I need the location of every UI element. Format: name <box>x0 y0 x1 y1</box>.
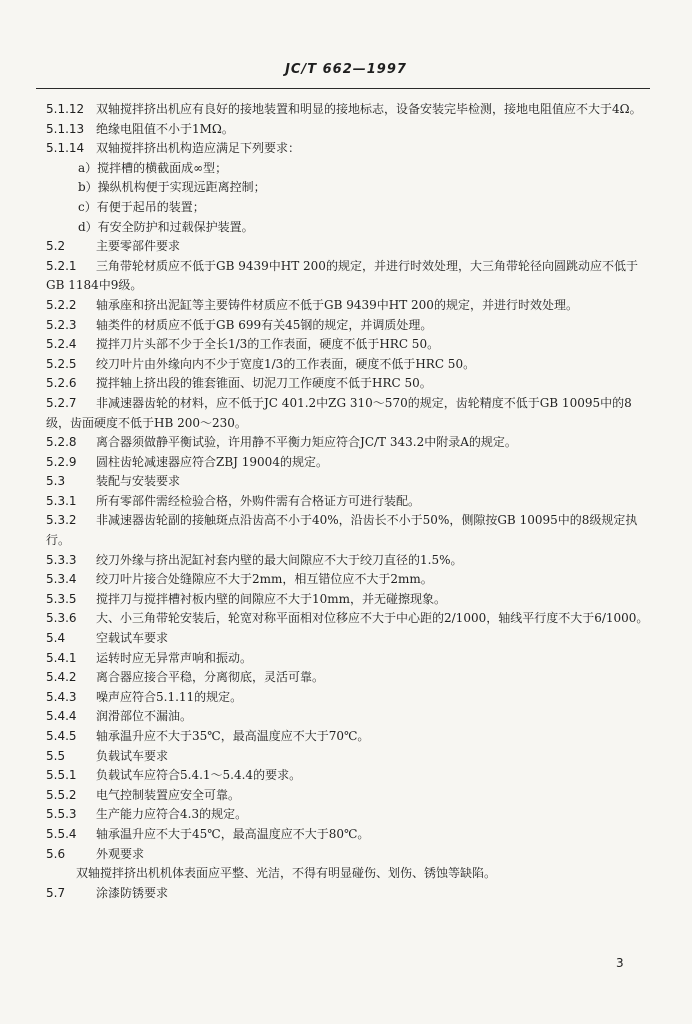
clause-5-2-7 <box>46 394 652 433</box>
clause-text: 主要零部件要求 <box>96 239 181 254</box>
clause-5-3-4 <box>46 570 652 590</box>
clause-text: 搅拌刀片头部不少于全长1/3的工作表面，硬度不低于HRC 50。 <box>96 337 440 352</box>
clause-5-3-1 <box>46 492 652 512</box>
clause-text: 绞刀外缘与挤出泥缸衬套内壁的最大间隙应不大于绞刀直径的1.5%。 <box>96 552 463 567</box>
clause-5-4 <box>46 629 652 649</box>
clause-5-2-1 <box>46 257 652 296</box>
clause-number: 5.4.4 <box>46 709 77 724</box>
clause-5-2-9 <box>46 453 652 473</box>
page-number: 3 <box>616 956 624 970</box>
clause-number: 5.4 <box>46 631 66 646</box>
clause-5-5 <box>46 747 652 767</box>
clause-5-5-4 <box>46 825 652 845</box>
clause-number: 5.2.3 <box>46 317 77 332</box>
clause-text: 运转时应无异常声响和振动。 <box>96 650 253 665</box>
clause-text: c）有便于起吊的装置； <box>78 199 205 214</box>
clause-number: 5.3.5 <box>46 591 77 606</box>
standard-code-header: JC/T 662—1997 <box>285 62 407 77</box>
clause-5-3-3 <box>46 551 652 571</box>
clause-text: 外观要求 <box>96 846 145 861</box>
clause-5-4-4 <box>46 707 652 727</box>
clause-number: 5.2.7 <box>46 395 77 410</box>
clause-number: 5.5.4 <box>46 826 77 841</box>
clause-5-2-2 <box>46 296 652 316</box>
clause-text: 轴承温升应不大于35℃，最高温度应不大于70℃。 <box>96 729 370 743</box>
clause-5-1-12 <box>46 100 652 120</box>
clause-5-7 <box>46 884 652 904</box>
clause-5-4-1 <box>46 649 652 669</box>
clause-text: 负载试车应符合5.4.1～5.4.4的要求。 <box>96 768 302 783</box>
clause-number: 5.1.12 <box>46 102 85 116</box>
clause-5-1-13 <box>46 120 652 140</box>
clause-text: 搅拌刀与搅拌槽衬板内壁的间隙应不大于10mm，并无碰擦现象。 <box>96 591 447 606</box>
clause-text: a）搅拌槽的横截面成∞型； <box>78 160 228 175</box>
clause-5-5-3 <box>46 805 652 825</box>
clause-number: 5.7 <box>46 885 66 900</box>
clause-5-3 <box>46 472 652 492</box>
clause-number: 5.2.9 <box>46 454 77 469</box>
clause-text: 离合器应接合平稳，分离彻底，灵活可靠。 <box>96 670 325 685</box>
clause-text: 所有零部件需经检验合格，外购件需有合格证方可进行装配。 <box>96 493 421 508</box>
document-body <box>46 100 652 903</box>
clause-number: 5.5.1 <box>46 768 77 783</box>
list-item <box>46 198 652 218</box>
clause-5-2-3 <box>46 316 652 336</box>
clause-number: 5.2.6 <box>46 376 77 391</box>
clause-5-4-2 <box>46 668 652 688</box>
clause-text: 搅拌轴上挤出段的锥套锥面、切泥刀工作硬度不低于HRC 50。 <box>96 376 432 391</box>
clause-text: 非减速器齿轮副的接触斑点沿齿高不小于40%，沿齿长不小于50%，侧隙按GB 10095中的8级规定执行。 <box>46 513 638 548</box>
clause-text: 大、小三角带轮安装后，轮宽对称平面相对位移应不大于中心距的2/1000，轴线平行度不大于6/1000。 <box>96 611 649 626</box>
clause-5-2-8 <box>46 433 652 453</box>
clause-5-4-3 <box>46 688 652 708</box>
list-item <box>46 178 652 198</box>
clause-number: 5.3.4 <box>46 572 77 587</box>
clause-5-2-4 <box>46 335 652 355</box>
clause-number: 5.3 <box>46 474 66 489</box>
clause-text: 三角带轮材质应不低于GB 9439中HT 200的规定，并进行时效处理，大三角带轮径向圆跳动应不低于GB 1184中9级。 <box>46 258 638 293</box>
clause-text: 绞刀叶片接合处缝隙应不大于2mm，相互错位应不大于2mm。 <box>96 572 433 587</box>
clause-text: 润滑部位不漏油。 <box>96 709 193 724</box>
clause-number: 5.2.8 <box>46 435 77 450</box>
clause-number: 5.5.2 <box>46 787 77 802</box>
clause-number: 5.4.2 <box>46 670 77 685</box>
clause-5-1-14 <box>46 139 652 159</box>
clause-5-2-6 <box>46 374 652 394</box>
clause-number: 5.2.5 <box>46 356 77 371</box>
clause-number: 5.1.13 <box>46 121 85 136</box>
clause-number: 5.2.1 <box>46 258 77 273</box>
clause-text: 噪声应符合5.1.11的规定。 <box>96 689 243 704</box>
clause-5-4-5 <box>46 727 652 747</box>
clause-text: 圆柱齿轮减速器应符合ZBJ 19004的规定。 <box>96 454 328 469</box>
clause-text: 负载试车要求 <box>96 748 169 763</box>
clause-number: 5.2.4 <box>46 337 77 352</box>
clause-text: 双轴搅拌挤出机构造应满足下列要求： <box>96 141 301 156</box>
clause-number: 5.4.5 <box>46 729 77 743</box>
clause-number: 5.6 <box>46 846 66 861</box>
clause-text: 绝缘电阻值不小于1MΩ。 <box>96 121 234 136</box>
clause-5-5-1 <box>46 766 652 786</box>
clause-number: 5.3.2 <box>46 513 77 528</box>
clause-5-5-2 <box>46 786 652 806</box>
clause-5-2-5 <box>46 355 652 375</box>
clause-5-3-6 <box>46 609 652 629</box>
clause-number: 5.2 <box>46 239 66 254</box>
clause-text: 轴承温升应不大于45℃，最高温度应不大于80℃。 <box>96 826 370 841</box>
clause-text: 电气控制装置应安全可靠。 <box>96 787 241 802</box>
clause-text: 绞刀叶片由外缘向内不少于宽度1/3的工作表面，硬度不低于HRC 50。 <box>96 356 476 371</box>
clause-text: 空载试车要求 <box>96 631 169 646</box>
clause-number: 5.3.1 <box>46 493 77 508</box>
clause-number: 5.3.6 <box>46 611 77 626</box>
clause-text: 离合器须做静平衡试验，许用静不平衡力矩应符合JC/T 343.2中附录A的规定。 <box>96 435 517 450</box>
header-rule <box>36 88 650 89</box>
clause-text: 轴类件的材质应不低于GB 699有关45钢的规定，并调质处理。 <box>96 317 433 332</box>
clause-text: 双轴搅拌挤出机机体表面应平整、光洁，不得有明显碰伤、划伤、锈蚀等缺陷。 <box>76 866 497 881</box>
clause-number: 5.2.2 <box>46 297 77 312</box>
clause-text: 装配与安装要求 <box>96 474 181 489</box>
clause-text: 涂漆防锈要求 <box>96 885 169 900</box>
clause-number: 5.5.3 <box>46 807 77 822</box>
list-item <box>46 218 652 238</box>
clause-text: 生产能力应符合4.3的规定。 <box>96 807 248 822</box>
clause-number: 5.5 <box>46 748 66 763</box>
clause-number: 5.4.3 <box>46 689 77 704</box>
clause-5-2 <box>46 237 652 257</box>
clause-number: 5.1.14 <box>46 141 85 156</box>
clause-text: 非减速器齿轮的材料，应不低于JC 401.2中ZG 310～570的规定，齿轮精度不低于GB 10095中的8级，齿面硬度不低于HB 200～230。 <box>46 395 632 430</box>
paragraph <box>46 864 652 884</box>
clause-text: b）操纵机构便于实现远距离控制； <box>78 180 266 195</box>
clause-5-3-5 <box>46 590 652 610</box>
clause-text: 轴承座和挤出泥缸等主要铸件材质应不低于GB 9439中HT 200的规定，并进行时效处理。 <box>96 297 578 312</box>
clause-5-6 <box>46 845 652 865</box>
clause-text: d）有安全防护和过载保护装置。 <box>78 219 254 234</box>
clause-number: 5.4.1 <box>46 650 77 665</box>
clause-5-3-2 <box>46 511 652 550</box>
clause-text: 双轴搅拌挤出机应有良好的接地装置和明显的接地标志，设备安装完毕检测，接地电阻值应不大于4Ω。 <box>96 102 642 116</box>
list-item <box>46 159 652 179</box>
clause-number: 5.3.3 <box>46 552 77 567</box>
